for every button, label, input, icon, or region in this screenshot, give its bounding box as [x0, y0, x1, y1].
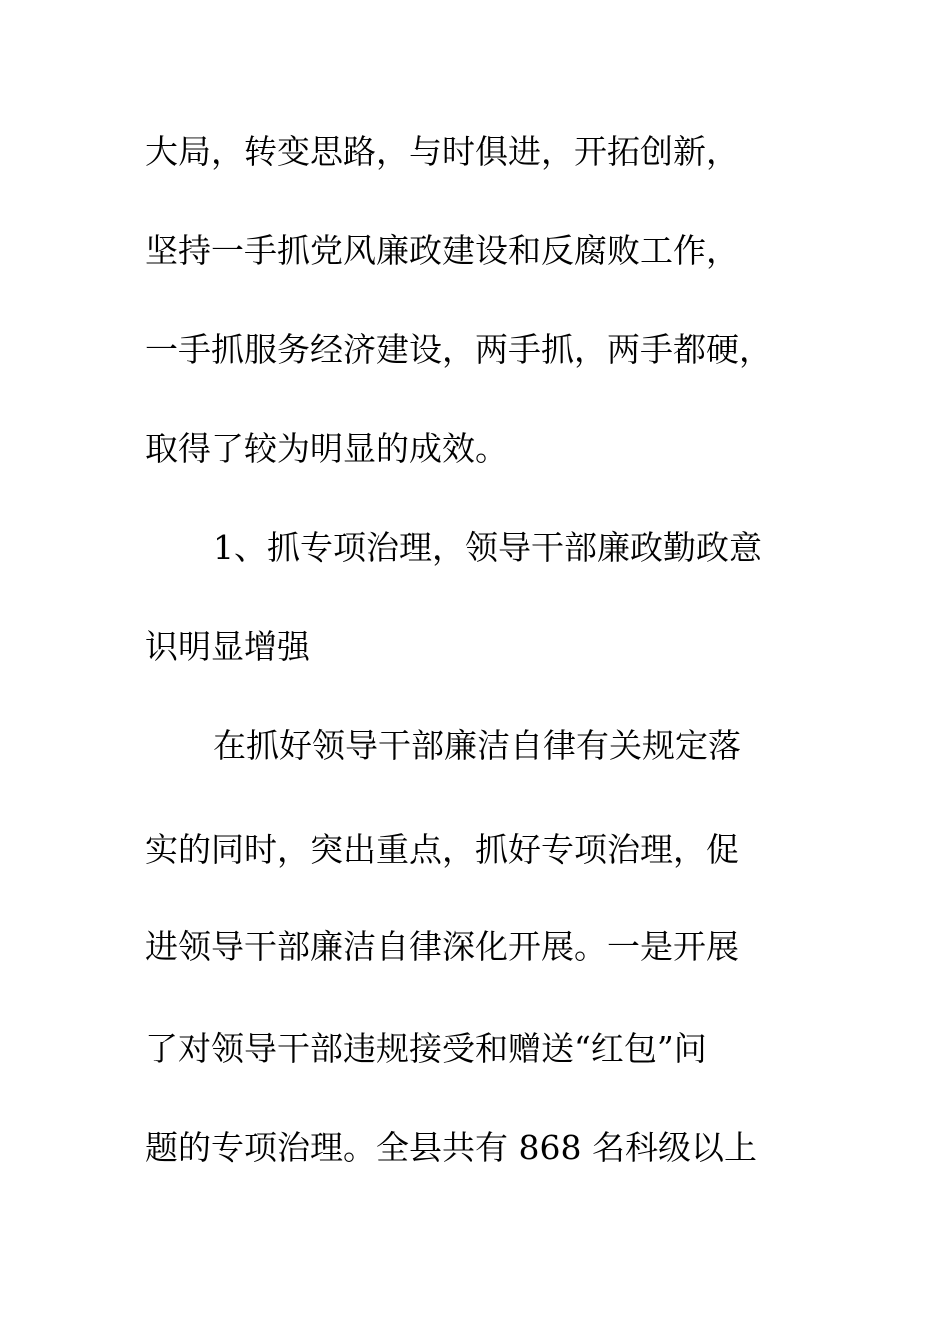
paragraph-line: 大局，转变思路，与时俱进，开拓创新，	[145, 132, 739, 171]
paragraph-line: 题的专项治理。全县共有 868 名科级以上	[145, 1128, 757, 1167]
paragraph-line: 实的同时，突出重点，抓好专项治理，促	[145, 830, 739, 869]
paragraph-line: 在抓好领导干部廉洁自律有关规定落	[213, 726, 741, 765]
paragraph-line: 取得了较为明显的成效。	[145, 429, 508, 468]
paragraph-line: 了对领导干部违规接受和赠送“红包”问	[145, 1029, 707, 1068]
section-heading-line: 识明显增强	[145, 627, 310, 666]
paragraph-line: 进领导干部廉洁自律深化开展。一是开展	[145, 927, 739, 966]
paragraph-line: 坚持一手抓党风廉政建设和反腐败工作，	[145, 231, 739, 270]
section-heading-line: 1、抓专项治理，领导干部廉政勤政意	[213, 528, 762, 567]
paragraph-line: 一手抓服务经济建设，两手抓，两手都硬，	[145, 330, 772, 369]
